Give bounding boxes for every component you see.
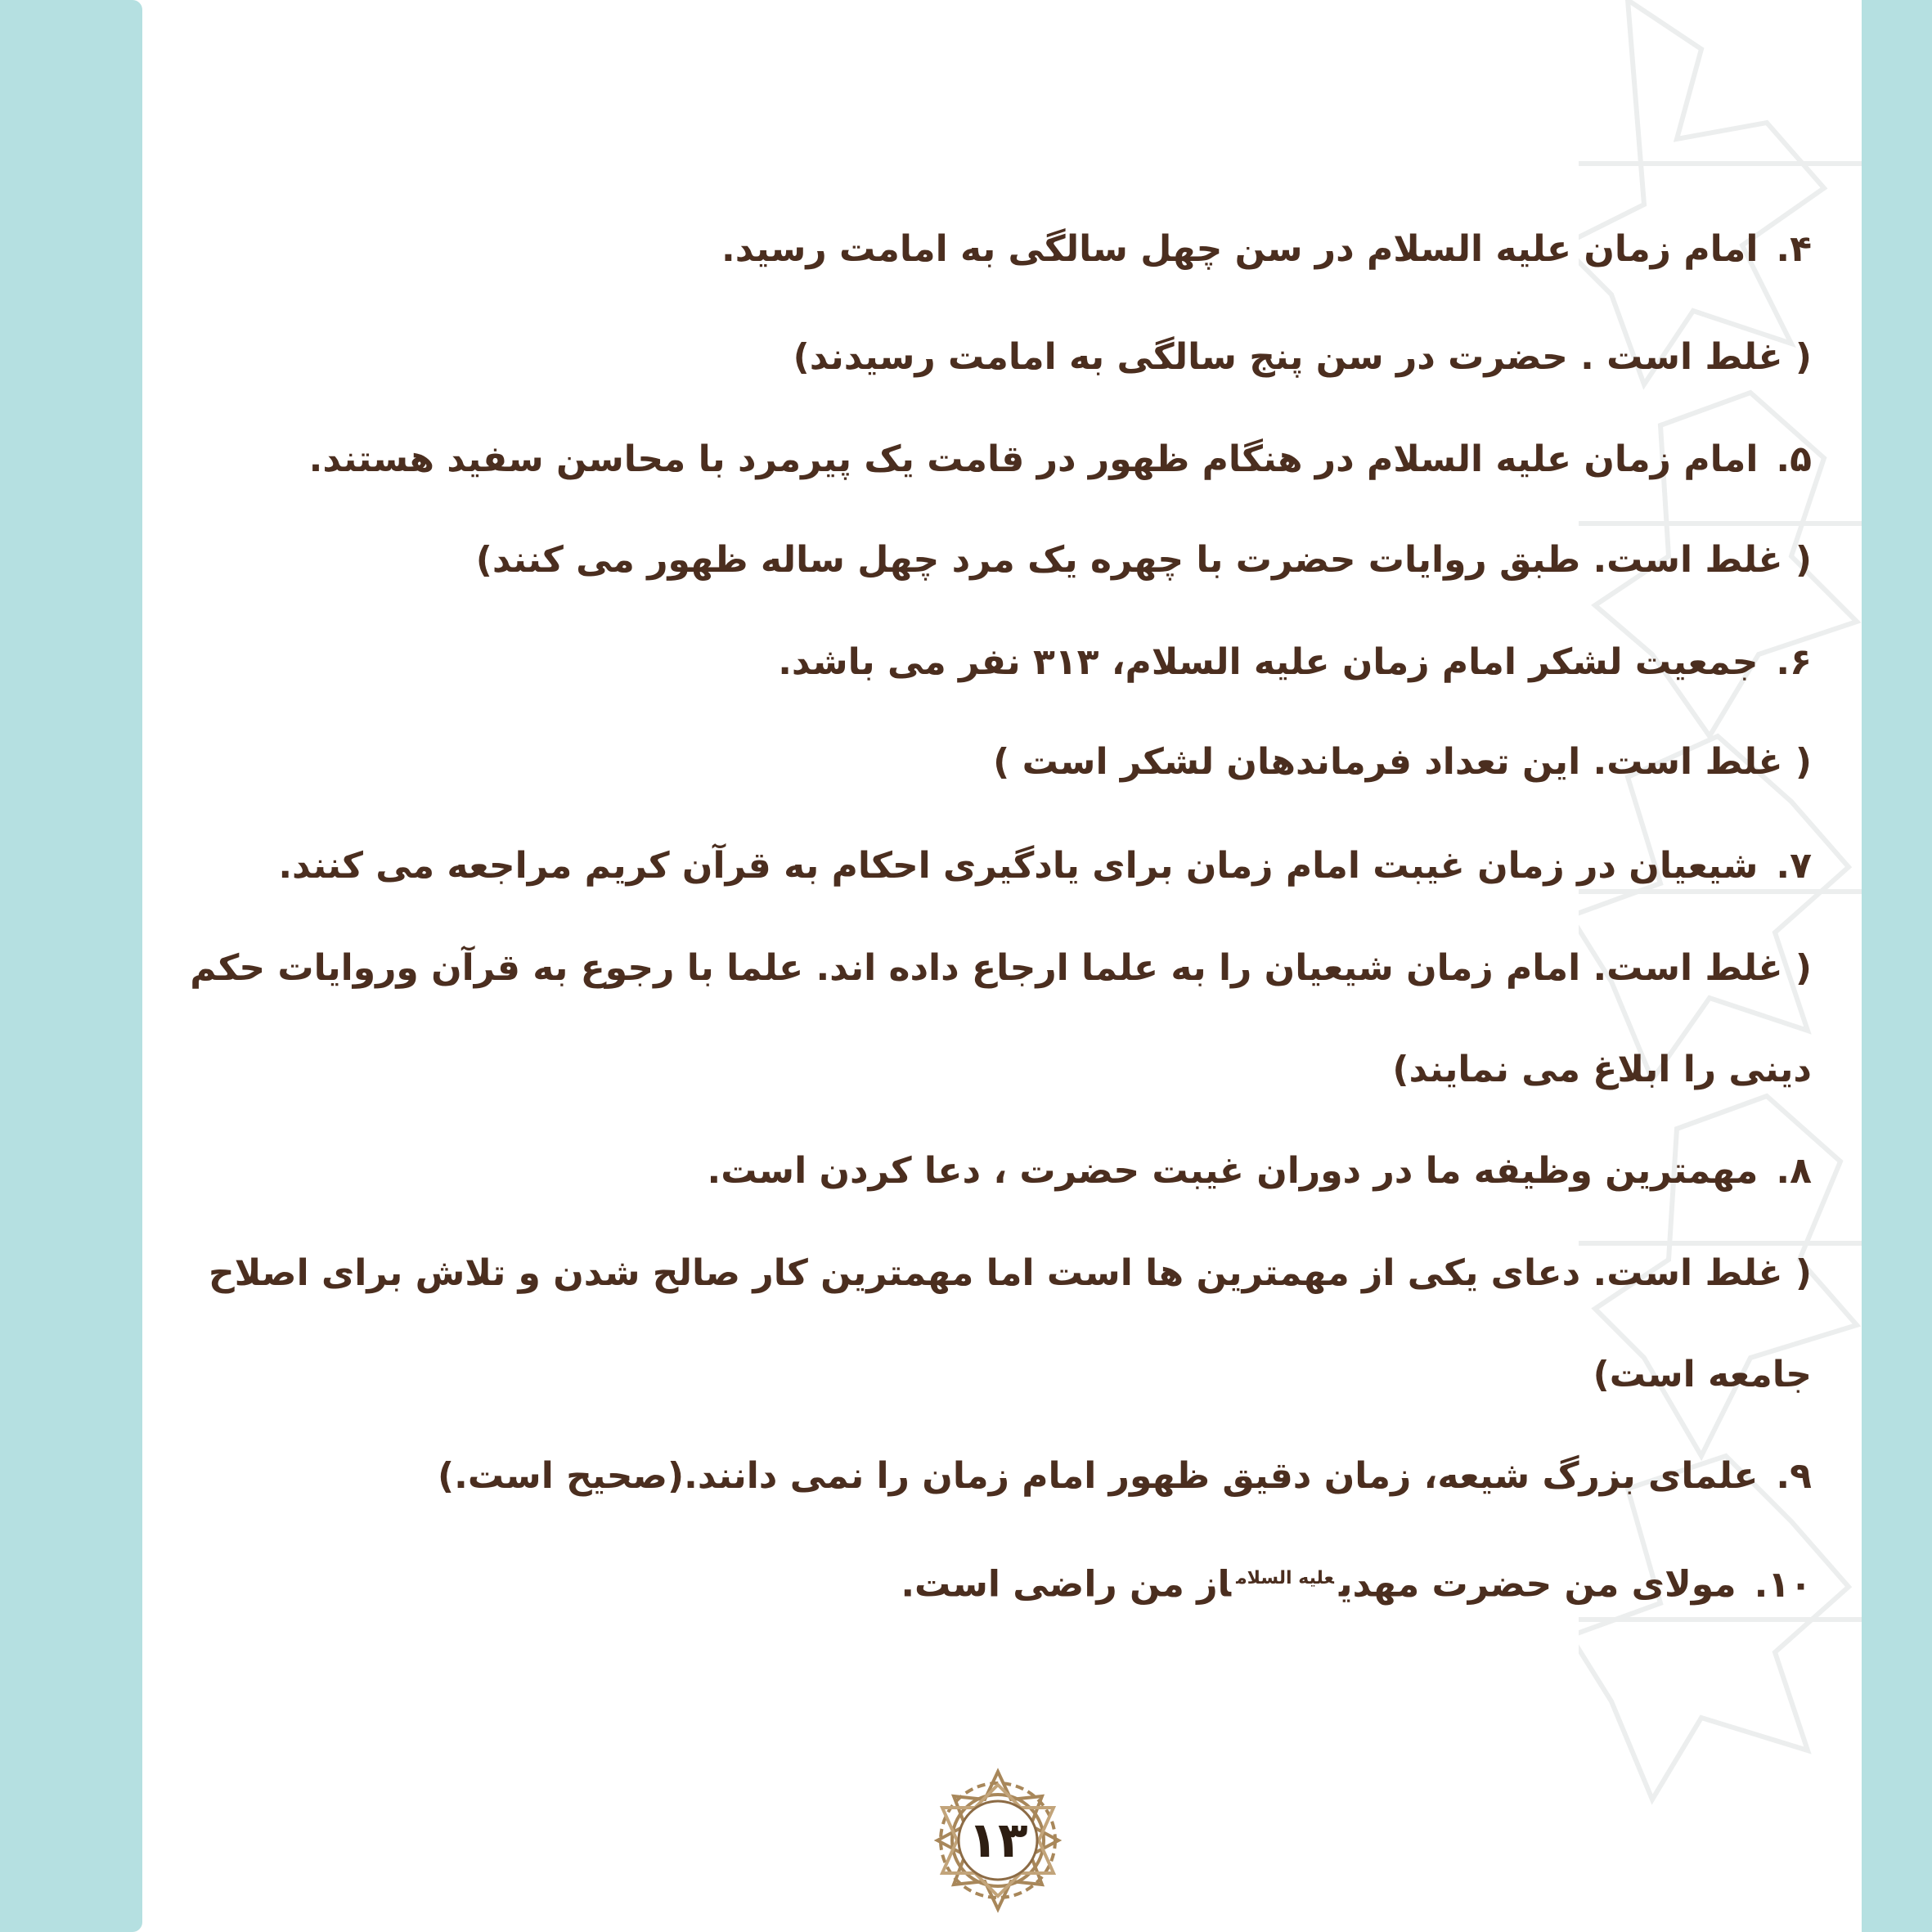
answer-line: ( غلط است. امام زمان شیعیان را به علما ارجاع داده اند. علما با رجوع به قرآن وروایات حکم (190, 947, 1812, 989)
answer-line: ( غلط است. دعای یکی از مهمترین ها است اما مهمترین کار صالح شدن و تلاش برای اصلاح (208, 1252, 1812, 1294)
left-decorative-band (0, 0, 142, 1932)
question-line: ۶.جمعیت لشکر امام زمان علیه السلام، ۳۱۳ نفر می باشد. (778, 641, 1812, 683)
honorific-superscript: علیه السلام (1236, 1568, 1334, 1588)
answer-line: ( غلط است. این تعداد فرماندهان لشکر است ) (993, 741, 1812, 783)
question-line: ۴.امام زمان علیه السلام در سن چهل سالگی به امامت رسید. (721, 228, 1812, 270)
question-line: ۵.امام زمان علیه السلام در هنگام ظهور در قامت یک پیرمرد با محاسن سفید هستند. (308, 438, 1812, 480)
answer-line: جامعه است) (1593, 1354, 1812, 1395)
answer-line: دینی را ابلاغ می نمایند) (1392, 1049, 1812, 1090)
right-decorative-band (1862, 0, 1932, 1932)
question-line: ۱۰.مولای من حضرت مهدی$^{علیه السلام}$از من راضی است. (901, 1563, 1812, 1606)
answer-line: ( غلط است . حضرت در سن پنج سالگی به امامت رسیدند) (793, 336, 1812, 378)
page-body (184, 0, 1812, 1932)
question-line: ۷.شیعیان در زمان غیبت امام زمان برای یادگیری احکام به قرآن کریم مراجعه می کنند. (278, 845, 1812, 887)
page-number: ۱۳ (968, 1812, 1028, 1869)
page-number-badge (924, 1767, 1072, 1914)
answer-line: ( غلط است. طبق روایات حضرت با چهره یک مرد چهل ساله ظهور می کنند) (475, 539, 1812, 581)
question-line: ۸.مهمترین وظیفه ما در دوران غیبت حضرت ، دعا کردن است. (707, 1150, 1812, 1192)
question-line: ۹.علمای بزرگ شیعه، زمان دقیق ظهور امام زمان را نمی دانند.(صحیح است.) (438, 1455, 1812, 1497)
